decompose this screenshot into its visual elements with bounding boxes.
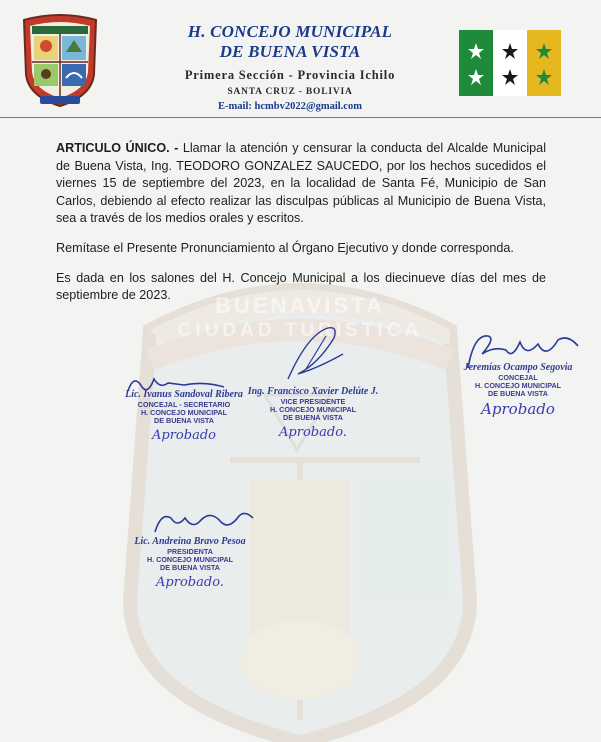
council-title-line-2: DE BUENA VISTA: [219, 42, 361, 61]
municipal-coat-of-arms-icon: [20, 12, 100, 108]
municipal-flag-icon: [459, 30, 561, 96]
forwarding-paragraph: Remítase el Presente Pronunciamiento al Órgano Ejecutivo y donde corresponda.: [56, 240, 514, 255]
signatory-role: CONCEJAL: [498, 373, 538, 382]
signatory-municipality: DE BUENA VISTA: [488, 389, 548, 399]
signatory-institution: H. CONCEJO MUNICIPAL: [140, 408, 228, 418]
signatory-municipality: DE BUENA VISTA: [154, 416, 214, 426]
approval-note: Aprobado.: [279, 424, 347, 440]
signature-block-vice-president: [238, 324, 388, 441]
handwritten-signature-icon: [454, 330, 584, 372]
mayor-name: TEODORO GONZALEZ SAUCEDO: [176, 158, 379, 173]
signatory-name: Jeremías Ocampo Segovia: [463, 362, 573, 373]
article-paragraph: [56, 140, 546, 228]
article-label: ARTICULO ÚNICO. -: [56, 141, 179, 155]
watermark-text-1: BUENAVISTA: [215, 293, 385, 318]
signatory-institution: H. CONCEJO MUNICIPAL: [269, 405, 357, 415]
article-text-part-2: , por los hechos sucedidos el viernes 15 de septiembre del 2023, en la localidad de Santa Fé, Municipio de San Carlos, debiendo al efecto realizar las disculpas públicas al Municipio de Buena Vista, sea a través de los medios orales y escritos.: [56, 158, 547, 226]
handwritten-signature-icon: [149, 508, 259, 538]
signatory-role: PRESIDENTA: [167, 547, 213, 556]
letterhead: [0, 0, 601, 118]
header-divider: [0, 117, 601, 118]
watermark-text-2: CIUDAD TURISTICA: [177, 320, 423, 341]
signatory-municipality: DE BUENA VISTA: [160, 563, 220, 573]
city-country: SANTA CRUZ - BOLIVIA: [227, 87, 353, 97]
signatory-role: CONCEJAL - SECRETARIO: [137, 400, 231, 409]
signatory-institution: H. CONCEJO MUNICIPAL: [474, 381, 562, 391]
section-province: Primera Sección - Provincia Ichilo: [184, 68, 396, 82]
resolution-body: [56, 140, 546, 317]
handwritten-signature-icon: [124, 371, 244, 397]
signatory-role: VICE PRESIDENTE: [280, 397, 346, 406]
approval-note: Aprobado.: [156, 574, 224, 590]
signature-block-councilor: [448, 330, 588, 417]
handwritten-signature-icon: [268, 324, 358, 384]
signature-block-president: [115, 508, 265, 591]
approval-note: Aprobado: [481, 399, 555, 418]
signatory-name: Lic. Ivanus Sandoval Ribera: [125, 389, 243, 400]
letterhead-text: [140, 22, 440, 114]
signatory-municipality: DE BUENA VISTA: [283, 413, 343, 423]
council-title-line-1: H. CONCEJO MUNICIPAL: [187, 22, 393, 41]
contact-email: E-mail: hcmbv2022@gmail.com: [218, 101, 362, 112]
article-text-part-1: Llamar la atención y censurar la conducta del Alcalde Municipal de Buena Vista, Ing.: [56, 141, 546, 173]
signatory-name: Ing. Francisco Xavier Delúte J.: [247, 386, 379, 397]
approval-note: Aprobado: [152, 427, 216, 443]
signatory-name: Lic. Andreina Bravo Pesoa: [134, 536, 246, 547]
signatory-institution: H. CONCEJO MUNICIPAL: [146, 555, 234, 565]
issued-paragraph: Es dada en los salones del H. Concejo Municipal a los diecinueve días del mes de septiembre de 2023.: [56, 270, 546, 303]
